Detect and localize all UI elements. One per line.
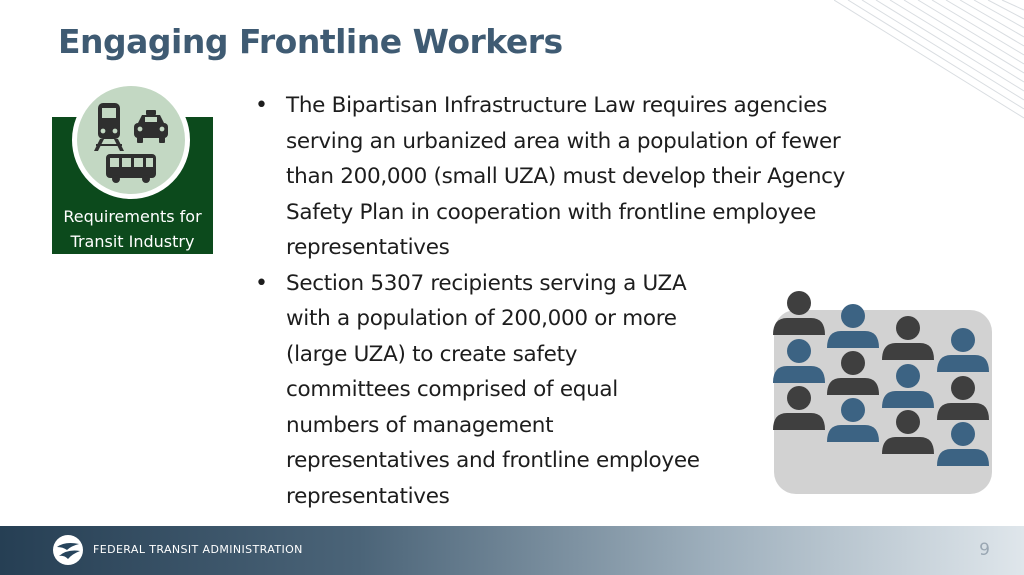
slide-title: Engaging Frontline Workers — [58, 22, 563, 61]
bullet-line: representatives and frontline employee — [286, 448, 700, 473]
footer-bar — [0, 526, 1024, 575]
bullet-line: representatives — [286, 483, 450, 509]
people-group-icon — [768, 288, 994, 496]
bullet-line: • The Bipartisan Infrastructure Law requires agencies — [286, 93, 828, 118]
dot-eagle-logo-icon — [52, 534, 84, 566]
taxi-icon — [134, 110, 168, 143]
badge-label — [52, 204, 213, 254]
bullet-line: representatives — [286, 235, 450, 260]
page-number: 9 — [979, 540, 990, 560]
badge-label-line: Transit Industry — [70, 232, 195, 251]
bullet-line: • Section 5307 recipients serving a UZA — [286, 270, 687, 296]
bullet-line: with a population of 200,000 or more — [286, 306, 677, 331]
train-icon — [94, 103, 124, 151]
transit-icons — [72, 81, 190, 199]
bullet-line: numbers of management — [286, 412, 554, 438]
bullet-item — [255, 88, 845, 266]
corner-hatch-decoration — [834, 0, 1024, 135]
badge-label-line: Requirements for — [63, 207, 202, 226]
bullet-list — [255, 88, 845, 514]
bullet-line: committees comprised of equal — [286, 377, 618, 402]
bus-icon — [106, 154, 156, 183]
bullet-line: Safety Plan in cooperation with frontline employee — [286, 199, 817, 225]
bullet-line: serving an urbanized area with a population of fewer — [286, 128, 841, 154]
bullet-item — [255, 266, 845, 515]
footer-agency-name: FEDERAL TRANSIT ADMINISTRATION — [93, 543, 303, 556]
bullet-line: (large UZA) to create safety — [286, 341, 578, 367]
bullet-line: than 200,000 (small UZA) must develop their Agency — [286, 164, 846, 189]
